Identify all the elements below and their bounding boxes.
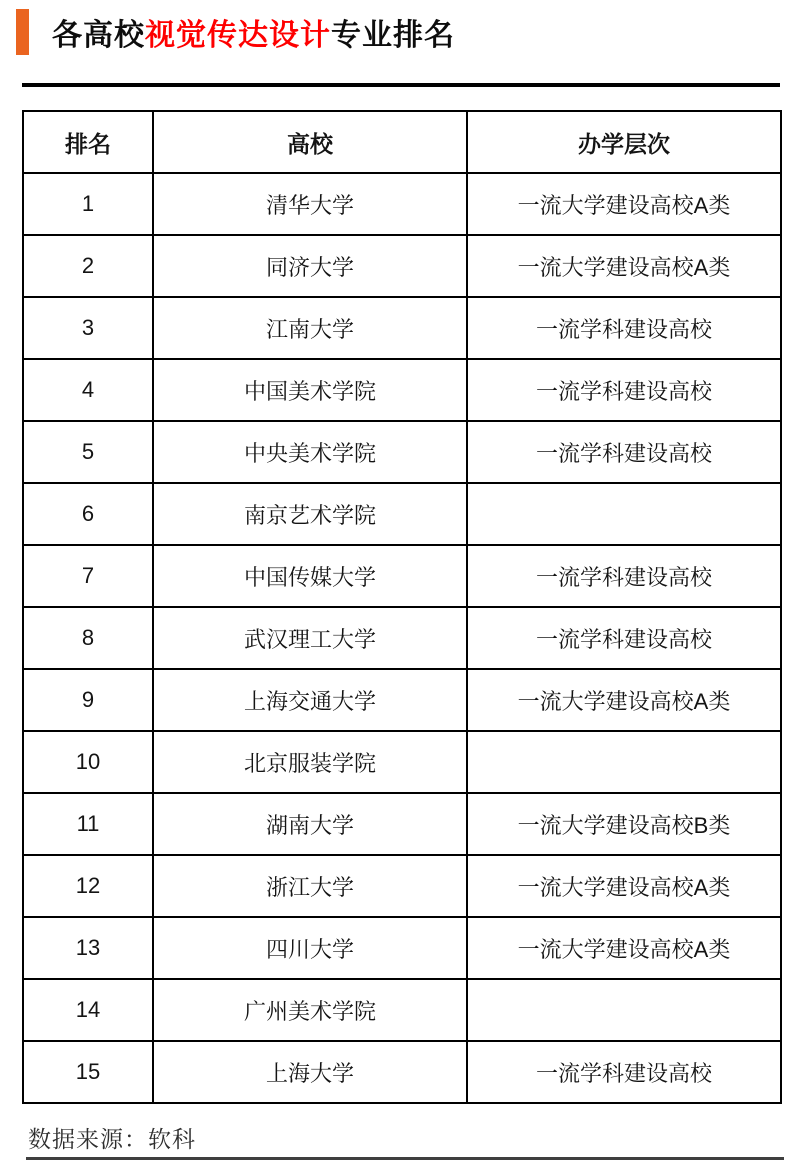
- level-cell: 一流大学建设高校A类: [467, 917, 781, 979]
- level-cell: 一流学科建设高校: [467, 297, 781, 359]
- level-cell: 一流学科建设高校: [467, 1041, 781, 1103]
- table-row: [23, 421, 781, 483]
- table-row: [23, 607, 781, 669]
- table-row: [23, 917, 781, 979]
- table-row: [23, 545, 781, 607]
- school-cell: 上海大学: [153, 1041, 467, 1103]
- table-row: [23, 483, 781, 545]
- school-cell: 浙江大学: [153, 855, 467, 917]
- title-part1: 各高校: [52, 19, 145, 52]
- rank-cell: 10: [23, 731, 153, 793]
- rank-cell: 9: [23, 669, 153, 731]
- level-cell: 一流学科建设高校: [467, 359, 781, 421]
- table-row: [23, 173, 781, 235]
- rank-cell: 2: [23, 235, 153, 297]
- table-row: [23, 359, 781, 421]
- column-header-rank: 排名: [23, 111, 153, 173]
- rank-cell: 14: [23, 979, 153, 1041]
- school-cell: 武汉理工大学: [153, 607, 467, 669]
- rank-cell: 4: [23, 359, 153, 421]
- rank-cell: 13: [23, 917, 153, 979]
- school-cell: 中国传媒大学: [153, 545, 467, 607]
- level-cell: 一流大学建设高校A类: [467, 235, 781, 297]
- column-header-school: 高校: [153, 111, 467, 173]
- table-row: [23, 297, 781, 359]
- column-header-level: 办学层次: [467, 111, 781, 173]
- rank-cell: 8: [23, 607, 153, 669]
- rank-cell: 6: [23, 483, 153, 545]
- school-cell: 清华大学: [153, 173, 467, 235]
- page-title: [52, 10, 455, 54]
- level-cell: 一流大学建设高校B类: [467, 793, 781, 855]
- school-cell: 上海交通大学: [153, 669, 467, 731]
- rank-cell: 7: [23, 545, 153, 607]
- footer-divider-line: [26, 1157, 784, 1160]
- rank-cell: 5: [23, 421, 153, 483]
- school-cell: 中国美术学院: [153, 359, 467, 421]
- level-cell: [467, 483, 781, 545]
- rank-cell: 11: [23, 793, 153, 855]
- table-row: [23, 979, 781, 1041]
- school-cell: 四川大学: [153, 917, 467, 979]
- title-accent-bar: [16, 9, 29, 55]
- school-cell: 同济大学: [153, 235, 467, 297]
- school-cell: 江南大学: [153, 297, 467, 359]
- rank-cell: 1: [23, 173, 153, 235]
- level-cell: [467, 731, 781, 793]
- school-cell: 湖南大学: [153, 793, 467, 855]
- table-row: [23, 731, 781, 793]
- level-cell: 一流大学建设高校A类: [467, 855, 781, 917]
- table-row: [23, 669, 781, 731]
- rank-cell: 12: [23, 855, 153, 917]
- level-cell: [467, 979, 781, 1041]
- rank-cell: 15: [23, 1041, 153, 1103]
- table-body: [23, 173, 781, 1103]
- data-source-label: 数据来源：软科: [28, 1126, 196, 1152]
- table-row: [23, 793, 781, 855]
- title-block: [16, 9, 455, 55]
- level-cell: 一流学科建设高校: [467, 421, 781, 483]
- title-part2: 专业排名: [331, 19, 455, 52]
- rank-cell: 3: [23, 297, 153, 359]
- level-cell: 一流大学建设高校A类: [467, 173, 781, 235]
- level-cell: 一流学科建设高校: [467, 545, 781, 607]
- school-cell: 北京服装学院: [153, 731, 467, 793]
- table-header-row: [23, 111, 781, 173]
- title-divider-line: [22, 83, 780, 87]
- table-row: [23, 235, 781, 297]
- ranking-table: [22, 110, 782, 1104]
- table-row: [23, 855, 781, 917]
- title-highlight: 视觉传达设计: [145, 19, 331, 52]
- level-cell: 一流大学建设高校A类: [467, 669, 781, 731]
- table-row: [23, 1041, 781, 1103]
- school-cell: 南京艺术学院: [153, 483, 467, 545]
- school-cell: 广州美术学院: [153, 979, 467, 1041]
- school-cell: 中央美术学院: [153, 421, 467, 483]
- level-cell: 一流学科建设高校: [467, 607, 781, 669]
